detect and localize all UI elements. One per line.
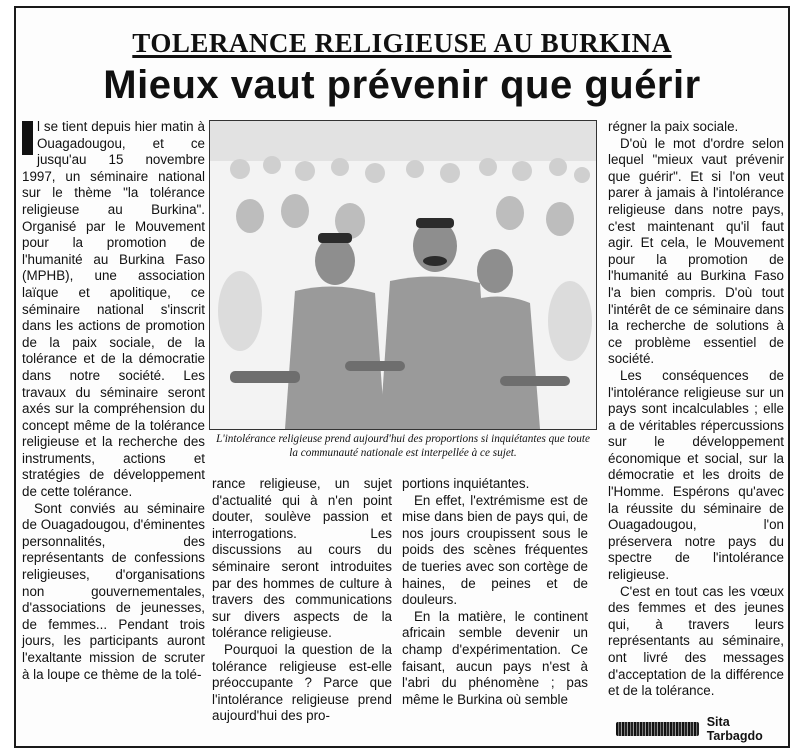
drop-cap-mark — [22, 121, 33, 155]
newspaper-article — [14, 6, 790, 748]
paragraph: régner la paix sociale. — [608, 119, 739, 134]
photo-caption: L'intolérance religieuse prend aujourd'hui des proportions si inquiétantes que toute la communauté nationale est interpellée à ce sujet. — [216, 433, 590, 459]
signature-graphic — [616, 722, 699, 736]
article-headline: Mieux vaut prévenir que guérir — [103, 63, 701, 107]
crowd-photo-image — [210, 121, 596, 429]
text-column-2 — [212, 476, 392, 725]
paragraph: C'est en tout cas les vœux des femmes et des jeunes qui, à travers leurs représentants au séminaire, ont livré des messages d'acceptation de la différence et de la tolérance. — [608, 583, 784, 699]
paragraph: En la matière, le continent africain semble devenir un champ d'expérimentation. Ce faisant, aucun pays n'est à l'abri du phénomène ; pas même le Burkina où semble — [402, 608, 588, 707]
paragraph: l se tient depuis hier matin à Ouagadougou, et ce jusqu'au 15 novembre 1997, un séminaire national sur le thème "la tolérance religieuse au Burkina". Organisé par le Mouvement pour la promotion de l'humanité au Burkina Faso (MPHB), une association laïque et apolitique, ce séminaire national s'inscrit dans les actions de promotion de la paix sociale, de la tolérance et de la démocratie dans notre société. Les travaux du séminaire seront axés sur la compréhension du concept même de la tolérance religieuse et la recherche des instruments, actions et stratégies de développement de cette tolérance. — [22, 119, 205, 500]
paragraph: En effet, l'extrémisme est de mise dans bien de pays qui, de nos jours croupissent sous le poids des scènes fréquentes de tueries avec son cortège de haines, de peines et de douleurs. — [402, 492, 588, 608]
author-name: Sita Tarbagdo — [706, 715, 763, 743]
paragraph: portions inquiétantes. — [402, 476, 530, 491]
paragraph: D'où le mot d'ordre selon lequel "mieux vaut prévenir que guérir". Et si l'on veut parer à jamais à l'intolérance religieuse dans notre pays, c'est maintenant qu'il faut agir. Et cela, le Mouvement pour la promotion de l'humanité au Burkina Faso l'a bien compris. D'où tout l'intérêt de ce séminaire dans la recherche de solutions à ce problème essentiel de société. — [608, 135, 784, 367]
kicker-text: TOLERANCE RELIGIEUSE AU BURKINA — [132, 28, 672, 58]
article-photo — [209, 120, 597, 430]
author-byline — [616, 717, 786, 741]
text-column-4 — [608, 119, 784, 700]
text-column-1 — [22, 119, 205, 683]
text-column-3 — [402, 476, 588, 708]
paragraph: Sont conviés au séminaire de Ouagadougou, d'éminentes personnalités, des représentants de confessions religieuses, d'organisations non gouvernementales, d'associations de jeunesses, de femmes... Pendant trois jours, les participants auront l'exaltante mission de scruter à la loupe ce thème de la tolé- — [22, 500, 205, 682]
article-kicker — [16, 28, 788, 59]
paragraph: Les conséquences de l'intolérance religieuse sur un pays sont incalculables ; elle a de véritables répercussions sur le développement économique et social, sur la démocratie et les droits de l'Homme. Espérons qu'avec la réussite du séminaire de Ouagadougou, l'on préservera notre pays du spectre de l'intolérance religieuse. — [608, 367, 784, 583]
paragraph: rance religieuse, un sujet d'actualité qui à n'en point douter, soulève passion et interrogations. Les discussions au cours du séminaire seront introduites par des hommes de culture à travers des communications sur divers aspects de la tolérance religieuse. — [212, 476, 392, 641]
paragraph: Pourquoi la question de la tolérance religieuse est-elle préoccupante ? Parce que l'intolérance religieuse prend aujourd'hui des pro- — [212, 641, 392, 724]
